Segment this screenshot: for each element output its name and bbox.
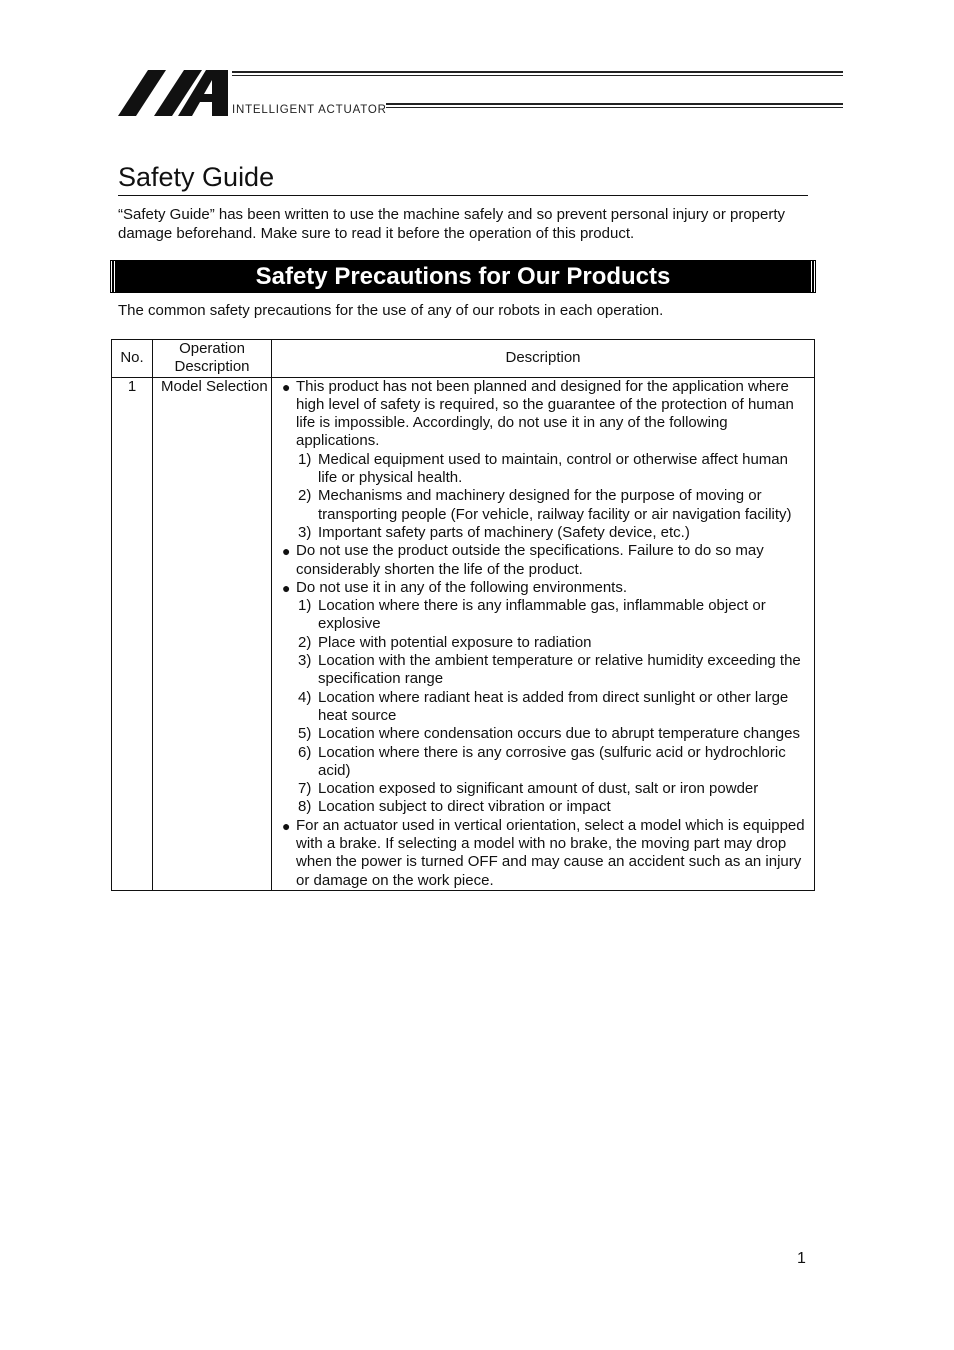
header-rule xyxy=(386,107,843,108)
row-description xyxy=(272,377,815,890)
row-no: 1 xyxy=(112,377,153,890)
item-text: Location subject to direct vibration or impact xyxy=(318,798,611,816)
bullet-item xyxy=(282,378,808,451)
page-number: 1 xyxy=(797,1250,806,1267)
page-title: Safety Guide xyxy=(118,160,808,196)
brand-name: INTELLIGENT ACTUATOR xyxy=(232,104,387,116)
numbered-item xyxy=(282,487,808,524)
table-header-row xyxy=(112,340,815,378)
item-text: Medical equipment used to maintain, control or otherwise affect human life or physical health. xyxy=(318,450,788,487)
header-description: Description xyxy=(272,340,815,378)
item-text: Important safety parts of machinery (Safety device, etc.) xyxy=(318,523,690,541)
table-row xyxy=(112,377,815,890)
numbered-item xyxy=(282,689,808,726)
item-text: Location with the ambient temperature or relative humidity exceeding the specification range xyxy=(318,652,801,688)
header-operation: Operation Description xyxy=(153,340,272,378)
item-number: 3) xyxy=(298,652,312,670)
item-number: 4) xyxy=(298,688,312,706)
section-intro: The common safety precautions for the use of any of our robots in each operation. xyxy=(118,302,664,319)
bullet-icon: ● xyxy=(282,543,291,560)
item-number: 2) xyxy=(298,633,312,651)
header-no: No. xyxy=(112,340,153,378)
item-text: Location where condensation occurs due to abrupt temperature changes xyxy=(318,725,800,743)
item-text: Place with potential exposure to radiation xyxy=(318,633,592,651)
header-rule xyxy=(232,71,843,73)
item-number: 5) xyxy=(298,725,312,743)
intro-paragraph: “Safety Guide” has been written to use the machine safely and so prevent personal injury or property damage beforehand. Make sure to read it before the operation of this product. xyxy=(118,206,786,242)
item-number: 2) xyxy=(298,487,312,505)
bullet-item xyxy=(282,579,808,597)
item-number: 1) xyxy=(298,450,312,468)
numbered-item xyxy=(282,725,808,743)
numbered-item xyxy=(282,597,808,634)
iai-logo-icon xyxy=(118,68,230,118)
item-number: 8) xyxy=(298,798,312,816)
item-number: 7) xyxy=(298,780,312,798)
item-text: Location where there is any corrosive gas (sulfuric acid or hydrochloric acid) xyxy=(318,743,786,779)
bullet-text: Do not use the product outside the specifications. Failure to do so may considerably shorten the life of the product. xyxy=(296,542,764,578)
item-number: 1) xyxy=(298,597,312,615)
item-text: Location where there is any inflammable gas, inflammable object or explosive xyxy=(318,597,766,633)
numbered-item xyxy=(282,780,808,798)
bullet-item xyxy=(282,542,808,579)
bullet-text: Do not use it in any of the following environments. xyxy=(296,578,628,596)
item-text: Mechanisms and machinery designed for the purpose of moving or transporting people (For vehicle, railway facility or air navigation facility) xyxy=(318,487,792,523)
precautions-table xyxy=(111,339,815,891)
numbered-item xyxy=(282,744,808,781)
item-number: 3) xyxy=(298,523,312,541)
numbered-item xyxy=(282,524,808,542)
numbered-item xyxy=(282,634,808,652)
row-operation: Model Selection xyxy=(153,377,272,890)
numbered-item xyxy=(282,451,808,488)
bullet-text: For an actuator used in vertical orientation, select a model which is equipped with a brake. If selecting a model with no brake, the moving part may drop when the power is turned OFF and may cause an accident such as an injury or damage on the work piece. xyxy=(296,816,805,889)
item-text: Location where radiant heat is added from direct sunlight or other large heat source xyxy=(318,688,789,724)
item-text: Location exposed to significant amount of dust, salt or iron powder xyxy=(318,780,759,798)
bullet-text: This product has not been planned and designed for the application where high level of safety is required, so the guarantee of the protection of human life is impossible. Accordingly, do not use it in any of the following applications. xyxy=(296,377,794,450)
header-rule xyxy=(386,103,843,105)
numbered-item xyxy=(282,798,808,816)
bullet-item xyxy=(282,817,808,890)
document-header xyxy=(118,68,844,118)
item-number: 6) xyxy=(298,743,312,761)
bullet-icon: ● xyxy=(282,579,291,596)
section-heading: Safety Precautions for Our Products xyxy=(111,261,815,292)
header-rule xyxy=(232,75,843,76)
numbered-item xyxy=(282,652,808,689)
bullet-icon: ● xyxy=(282,817,291,834)
bullet-icon: ● xyxy=(282,378,291,395)
